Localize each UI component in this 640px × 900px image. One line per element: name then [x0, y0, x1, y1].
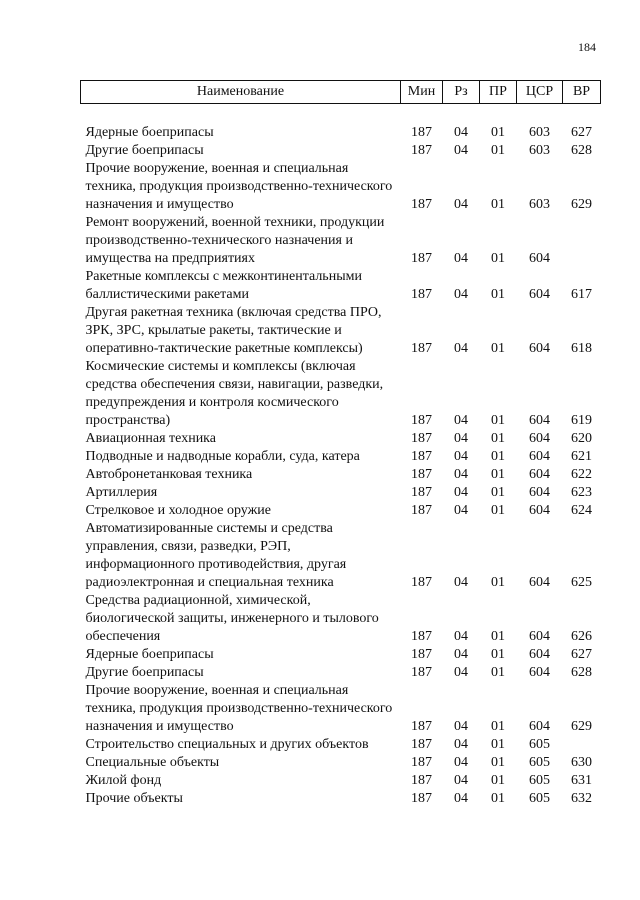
cell-name: Строительство специальных и других объектов [85, 737, 369, 752]
cell-min: 187 [411, 737, 432, 752]
cell-min: 187 [411, 755, 432, 770]
table-row [81, 502, 601, 520]
cell-pr: 01 [491, 287, 505, 302]
cell-rz: 04 [454, 719, 468, 734]
cell-rz: 04 [454, 773, 468, 788]
cell-min: 187 [411, 197, 432, 212]
cell-csr: 604 [529, 467, 550, 482]
cell-vr: 621 [571, 449, 592, 464]
cell-min: 187 [411, 503, 432, 518]
cell-min: 187 [411, 575, 432, 590]
table-row [81, 646, 601, 664]
cell-pr: 01 [491, 197, 505, 212]
cell-rz: 04 [454, 341, 468, 356]
cell-csr: 604 [529, 341, 550, 356]
cell-min: 187 [411, 665, 432, 680]
cell-name: Ядерные боеприпасы [85, 647, 214, 662]
header-name: Наименование [81, 81, 401, 104]
cell-vr: 622 [571, 467, 592, 482]
header-rz: Рз [443, 81, 480, 104]
table-header [81, 81, 601, 104]
table-body [81, 104, 601, 809]
cell-pr: 01 [491, 737, 505, 752]
cell-rz: 04 [454, 431, 468, 446]
cell-csr: 604 [529, 665, 550, 680]
cell-pr: 01 [491, 485, 505, 500]
table-row [81, 772, 601, 790]
cell-name: Подводные и надводные корабли, суда, катера [85, 449, 360, 464]
cell-vr: 629 [571, 197, 592, 212]
cell-name: Автобронетанковая техника [85, 467, 253, 482]
cell-min: 187 [411, 143, 432, 158]
table-row [81, 682, 601, 736]
cell-vr: 629 [571, 719, 592, 734]
cell-rz: 04 [454, 287, 468, 302]
table-row [81, 736, 601, 754]
table-row [81, 160, 601, 214]
table-row [81, 790, 601, 808]
cell-name: Другая ракетная техника (включая средства ПРО, ЗРК, ЗРС, крылатые ракеты, тактические и оперативно-тактические ракетные комплексы) [85, 305, 382, 356]
cell-rz: 04 [454, 125, 468, 140]
cell-rz: 04 [454, 143, 468, 158]
cell-name: Прочие объекты [85, 791, 183, 806]
cell-pr: 01 [491, 341, 505, 356]
cell-min: 187 [411, 125, 432, 140]
cell-vr: 627 [571, 125, 592, 140]
cell-name: Космические системы и комплексы (включая средства обеспечения связи, навигации, разведки, предупреждения и контроля космического пространства) [85, 359, 384, 428]
cell-csr: 605 [529, 737, 550, 752]
page-number: 184 [578, 40, 596, 54]
cell-csr: 605 [529, 791, 550, 806]
cell-pr: 01 [491, 575, 505, 590]
cell-name: Авиационная техника [85, 431, 216, 446]
table-row [81, 430, 601, 448]
cell-rz: 04 [454, 449, 468, 464]
table-row [81, 754, 601, 772]
header-spacer [81, 104, 601, 125]
cell-csr: 604 [529, 503, 550, 518]
cell-rz: 04 [454, 575, 468, 590]
table-row [81, 268, 601, 304]
cell-rz: 04 [454, 251, 468, 266]
table-row [81, 664, 601, 682]
cell-rz: 04 [454, 665, 468, 680]
cell-csr: 603 [529, 125, 550, 140]
cell-name: Прочие вооружение, военная и специальная техника, продукция производственно-технического назначения и имущество [85, 161, 393, 212]
cell-name: Ракетные комплексы с межконтинентальными баллистическими ракетами [85, 269, 362, 302]
cell-vr: 626 [571, 629, 592, 644]
cell-pr: 01 [491, 665, 505, 680]
table-row [81, 214, 601, 268]
cell-vr: 623 [571, 485, 592, 500]
cell-rz: 04 [454, 791, 468, 806]
cell-pr: 01 [491, 503, 505, 518]
cell-min: 187 [411, 647, 432, 662]
cell-csr: 604 [529, 413, 550, 428]
table-row [81, 304, 601, 358]
cell-pr: 01 [491, 467, 505, 482]
cell-pr: 01 [491, 773, 505, 788]
cell-pr: 01 [491, 431, 505, 446]
header-vr: ВР [563, 81, 601, 104]
cell-csr: 604 [529, 647, 550, 662]
cell-name: Средства радиационной, химической, биологической защиты, инженерного и тылового обеспечения [85, 593, 379, 644]
cell-vr: 632 [571, 791, 592, 806]
cell-csr: 604 [529, 449, 550, 464]
cell-rz: 04 [454, 503, 468, 518]
cell-csr: 605 [529, 755, 550, 770]
cell-pr: 01 [491, 791, 505, 806]
table-row [81, 466, 601, 484]
budget-classification-table [80, 80, 601, 808]
table-row [81, 142, 601, 160]
cell-min: 187 [411, 467, 432, 482]
cell-pr: 01 [491, 449, 505, 464]
cell-pr: 01 [491, 251, 505, 266]
cell-vr: 628 [571, 665, 592, 680]
cell-vr: 618 [571, 341, 592, 356]
cell-rz: 04 [454, 755, 468, 770]
cell-csr: 604 [529, 485, 550, 500]
cell-rz: 04 [454, 485, 468, 500]
cell-rz: 04 [454, 629, 468, 644]
cell-vr: 631 [571, 773, 592, 788]
table-row [81, 358, 601, 430]
table-row [81, 448, 601, 466]
cell-min: 187 [411, 251, 432, 266]
cell-csr: 603 [529, 197, 550, 212]
cell-name: Ремонт вооружений, военной техники, продукции производственно-технического назначения и имущества на предприятиях [85, 215, 385, 266]
header-min: Мин [401, 81, 443, 104]
cell-vr: 620 [571, 431, 592, 446]
header-pr: ПР [480, 81, 517, 104]
cell-min: 187 [411, 719, 432, 734]
cell-name: Прочие вооружение, военная и специальная техника, продукция производственно-технического назначения и имущество [85, 683, 393, 734]
cell-min: 187 [411, 485, 432, 500]
cell-name: Другие боеприпасы [85, 143, 204, 158]
cell-rz: 04 [454, 647, 468, 662]
table-row [81, 484, 601, 502]
cell-csr: 604 [529, 575, 550, 590]
cell-rz: 04 [454, 197, 468, 212]
cell-min: 187 [411, 791, 432, 806]
cell-vr: 627 [571, 647, 592, 662]
cell-name: Ядерные боеприпасы [85, 125, 214, 140]
cell-pr: 01 [491, 143, 505, 158]
cell-rz: 04 [454, 413, 468, 428]
cell-name: Автоматизированные системы и средства управления, связи, разведки, РЭП, информационного противодействия, другая радиоэлектронная и специальная техника [85, 521, 347, 590]
cell-vr: 617 [571, 287, 592, 302]
cell-csr: 604 [529, 719, 550, 734]
cell-csr: 605 [529, 773, 550, 788]
cell-vr: 625 [571, 575, 592, 590]
cell-csr: 604 [529, 287, 550, 302]
cell-csr: 604 [529, 629, 550, 644]
cell-name: Стрелковое и холодное оружие [85, 503, 271, 518]
cell-name: Специальные объекты [85, 755, 220, 770]
cell-vr: 624 [571, 503, 592, 518]
cell-min: 187 [411, 449, 432, 464]
cell-vr: 630 [571, 755, 592, 770]
cell-vr [563, 214, 601, 268]
cell-csr: 603 [529, 143, 550, 158]
header-csr: ЦСР [517, 81, 563, 104]
cell-name: Жилой фонд [85, 773, 162, 788]
cell-min: 187 [411, 287, 432, 302]
cell-min: 187 [411, 413, 432, 428]
cell-min: 187 [411, 431, 432, 446]
cell-name: Артиллерия [85, 485, 158, 500]
cell-pr: 01 [491, 719, 505, 734]
cell-csr: 604 [529, 251, 550, 266]
cell-pr: 01 [491, 647, 505, 662]
table-row [81, 592, 601, 646]
cell-vr [563, 736, 601, 754]
cell-min: 187 [411, 773, 432, 788]
cell-vr: 619 [571, 413, 592, 428]
cell-min: 187 [411, 629, 432, 644]
table-row [81, 124, 601, 142]
cell-name: Другие боеприпасы [85, 665, 204, 680]
cell-rz: 04 [454, 467, 468, 482]
cell-pr: 01 [491, 755, 505, 770]
cell-pr: 01 [491, 629, 505, 644]
table-row [81, 520, 601, 592]
cell-pr: 01 [491, 125, 505, 140]
cell-vr: 628 [571, 143, 592, 158]
cell-csr: 604 [529, 431, 550, 446]
cell-min: 187 [411, 341, 432, 356]
cell-pr: 01 [491, 413, 505, 428]
cell-rz: 04 [454, 737, 468, 752]
